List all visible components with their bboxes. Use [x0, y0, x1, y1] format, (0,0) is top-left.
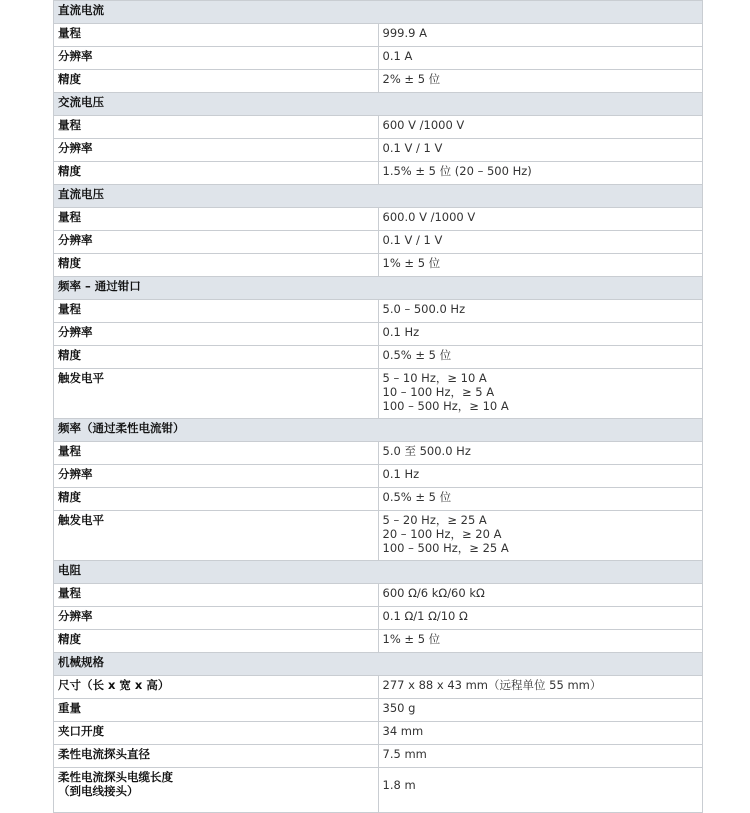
- spec-row: [54, 699, 703, 722]
- spec-value-line: 999.9 A: [382, 26, 427, 40]
- spec-value-line: 0.1 V / 1 V: [382, 233, 443, 247]
- spec-row: [54, 24, 703, 47]
- spec-value-line: 5.0 – 500.0 Hz: [382, 302, 466, 316]
- spec-value-line: 277 x 88 x 43 mm（远程单位 55 mm）: [382, 678, 602, 692]
- spec-label-line: （到电线接头）: [58, 784, 139, 798]
- spec-value: [378, 676, 703, 699]
- spec-value: [378, 162, 703, 185]
- spec-row: [54, 465, 703, 488]
- spec-value: [378, 300, 703, 323]
- spec-value: [378, 584, 703, 607]
- spec-label: 分辨率: [54, 139, 379, 162]
- spec-value-line: 0.1 A: [382, 49, 413, 63]
- spec-table-container: [53, 0, 703, 813]
- spec-value-line: 600 Ω/6 kΩ/60 kΩ: [382, 586, 485, 600]
- spec-value-line: 2% ± 5 位: [382, 72, 441, 86]
- spec-value: [378, 511, 703, 561]
- spec-row: [54, 70, 703, 93]
- spec-label: 量程: [54, 116, 379, 139]
- spec-label: 量程: [54, 442, 379, 465]
- spec-row: [54, 300, 703, 323]
- spec-row: [54, 139, 703, 162]
- spec-value: [378, 254, 703, 277]
- spec-row: [54, 162, 703, 185]
- spec-label: 触发电平: [54, 369, 379, 419]
- spec-value-line: 0.1 Hz: [382, 325, 420, 339]
- spec-value: [378, 231, 703, 254]
- section-header-row: [54, 419, 703, 442]
- spec-row: [54, 231, 703, 254]
- spec-value: [378, 139, 703, 162]
- spec-value-line: 600.0 V /1000 V: [382, 210, 476, 224]
- spec-value: [378, 699, 703, 722]
- spec-row: [54, 47, 703, 70]
- spec-value-line: 600 V /1000 V: [382, 118, 465, 132]
- spec-label: 分辨率: [54, 465, 379, 488]
- section-title: 直流电压: [54, 185, 703, 208]
- spec-value-line: 20 – 100 Hz，≥ 20 A: [382, 527, 502, 541]
- spec-row: [54, 745, 703, 768]
- spec-value: [378, 323, 703, 346]
- spec-value: [378, 745, 703, 768]
- spec-value-line: 100 – 500 Hz，≥ 25 A: [382, 541, 509, 555]
- spec-table-body: [54, 1, 703, 813]
- spec-value-line: 5 – 10 Hz，≥ 10 A: [382, 371, 487, 385]
- spec-label: 重量: [54, 699, 379, 722]
- spec-label: 夹口开度: [54, 722, 379, 745]
- spec-row: [54, 584, 703, 607]
- spec-row: [54, 607, 703, 630]
- section-title: 电阻: [54, 561, 703, 584]
- spec-row: [54, 116, 703, 139]
- spec-value-line: 7.5 mm: [382, 747, 427, 761]
- spec-row: [54, 768, 703, 813]
- spec-row: [54, 254, 703, 277]
- section-header-row: [54, 1, 703, 24]
- spec-value-line: 350 g: [382, 701, 416, 715]
- spec-label: 尺寸（长 x 宽 x 高）: [54, 676, 379, 699]
- spec-label: 量程: [54, 24, 379, 47]
- spec-value: [378, 722, 703, 745]
- spec-value: [378, 488, 703, 511]
- spec-row: [54, 442, 703, 465]
- section-title: 机械规格: [54, 653, 703, 676]
- spec-label: 精度: [54, 70, 379, 93]
- spec-label: 分辨率: [54, 231, 379, 254]
- spec-label: 量程: [54, 208, 379, 231]
- spec-row: [54, 488, 703, 511]
- spec-value-line: 1.5% ± 5 位 (20 – 500 Hz): [382, 164, 532, 178]
- spec-label: 柔性电流探头直径: [54, 745, 379, 768]
- spec-row: [54, 369, 703, 419]
- spec-row: [54, 511, 703, 561]
- spec-row: [54, 676, 703, 699]
- spec-value: [378, 442, 703, 465]
- spec-label: [54, 768, 379, 813]
- spec-value: [378, 70, 703, 93]
- spec-value: [378, 47, 703, 70]
- spec-label: 分辨率: [54, 47, 379, 70]
- spec-label: 精度: [54, 346, 379, 369]
- spec-value-line: 0.1 V / 1 V: [382, 141, 443, 155]
- spec-row: [54, 722, 703, 745]
- spec-label: 量程: [54, 584, 379, 607]
- spec-value: [378, 630, 703, 653]
- spec-label: 分辨率: [54, 323, 379, 346]
- spec-value-line: 0.1 Ω/1 Ω/10 Ω: [382, 609, 468, 623]
- spec-value-line: 0.1 Hz: [382, 467, 420, 481]
- spec-value: [378, 607, 703, 630]
- spec-label: 分辨率: [54, 607, 379, 630]
- spec-row: [54, 323, 703, 346]
- spec-label: 精度: [54, 488, 379, 511]
- spec-label: 触发电平: [54, 511, 379, 561]
- section-header-row: [54, 93, 703, 116]
- spec-table: [53, 0, 703, 813]
- spec-label: 精度: [54, 254, 379, 277]
- spec-row: [54, 630, 703, 653]
- spec-value-line: 5 – 20 Hz，≥ 25 A: [382, 513, 487, 527]
- spec-value: [378, 208, 703, 231]
- spec-label: 量程: [54, 300, 379, 323]
- spec-label: 精度: [54, 630, 379, 653]
- section-title: 直流电流: [54, 1, 703, 24]
- section-title: 频率（通过柔性电流钳）: [54, 419, 703, 442]
- spec-value: [378, 465, 703, 488]
- spec-value: [378, 24, 703, 47]
- spec-value-line: 1.8 m: [382, 778, 416, 792]
- spec-value: [378, 369, 703, 419]
- spec-value-line: 5.0 至 500.0 Hz: [382, 444, 471, 458]
- spec-label-line: 柔性电流探头电缆长度: [58, 770, 173, 784]
- spec-value-line: 1% ± 5 位: [382, 632, 441, 646]
- section-title: 频率 – 通过钳口: [54, 277, 703, 300]
- spec-value: [378, 346, 703, 369]
- spec-value: [378, 116, 703, 139]
- spec-label: 精度: [54, 162, 379, 185]
- section-header-row: [54, 561, 703, 584]
- spec-row: [54, 208, 703, 231]
- spec-value-line: 0.5% ± 5 位: [382, 490, 452, 504]
- spec-value-line: 0.5% ± 5 位: [382, 348, 452, 362]
- spec-value-line: 34 mm: [382, 724, 424, 738]
- section-header-row: [54, 185, 703, 208]
- section-title: 交流电压: [54, 93, 703, 116]
- section-header-row: [54, 653, 703, 676]
- spec-value-line: 1% ± 5 位: [382, 256, 441, 270]
- section-header-row: [54, 277, 703, 300]
- spec-value-line: 100 – 500 Hz，≥ 10 A: [382, 399, 509, 413]
- spec-value: [378, 768, 703, 813]
- spec-value-line: 10 – 100 Hz，≥ 5 A: [382, 385, 495, 399]
- spec-row: [54, 346, 703, 369]
